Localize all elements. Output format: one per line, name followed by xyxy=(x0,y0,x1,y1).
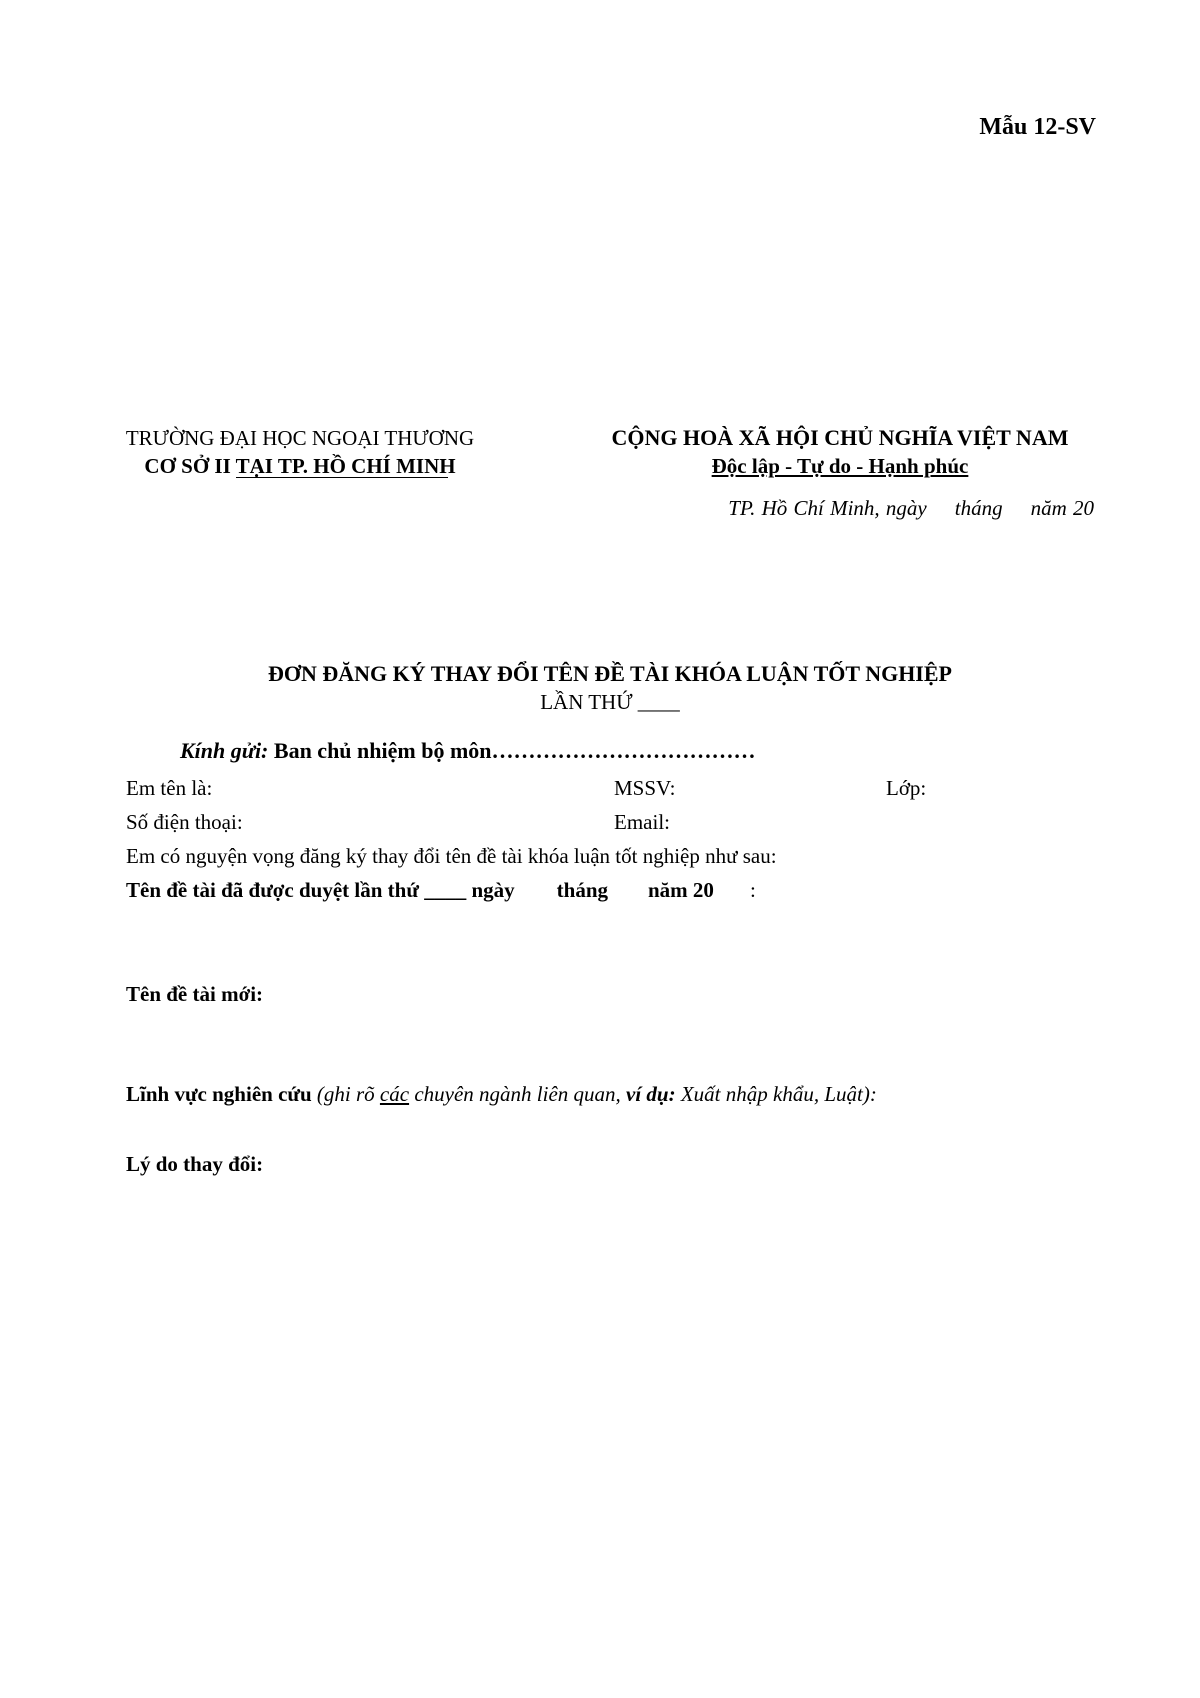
place-date-year: năm 20 xyxy=(1030,496,1094,520)
place-date-place: TP. Hồ Chí Minh, ngày xyxy=(728,496,927,520)
salutation: Kính gửi: xyxy=(180,738,269,763)
research-field-example-text: Xuất nhập khẩu, Luật): xyxy=(680,1082,877,1106)
header-left xyxy=(100,424,500,481)
approved-topic-colon: : xyxy=(749,878,756,902)
place-date-month: tháng xyxy=(954,496,1003,520)
recipient: Ban chủ nhiệm bộ môn……………………………… xyxy=(273,738,756,763)
national-motto: Độc lập - Tự do - Hạnh phúc xyxy=(711,454,969,478)
student-id-field-label: MSSV: xyxy=(614,776,676,800)
email-field-label: Email: xyxy=(614,810,670,834)
campus-name: CƠ SỞ II TẠI TP. HỒ CHÍ MINH xyxy=(144,454,456,478)
form-title xyxy=(0,660,1200,716)
nation-title: CỘNG HOÀ XÃ HỘI CHỦ NGHĨA VIỆT NAM xyxy=(611,425,1069,450)
research-field-note-open: (ghi rõ xyxy=(316,1082,375,1106)
main-title: ĐƠN ĐĂNG KÝ THAY ĐỔI TÊN ĐỀ TÀI KHÓA LUẬN TỐT NGHIỆP xyxy=(268,661,952,686)
new-topic-label: Tên đề tài mới: xyxy=(126,982,264,1006)
approved-topic-year: năm 20 xyxy=(648,878,714,902)
research-field-label: Lĩnh vực nghiên cứu xyxy=(126,1082,312,1106)
form-code: Mẫu 12-SV xyxy=(979,114,1096,140)
approved-topic-month: tháng xyxy=(556,878,608,902)
research-field-example-label: ví dụ: xyxy=(626,1082,676,1106)
approved-topic-line xyxy=(126,878,756,903)
school-name: TRƯỜNG ĐẠI HỌC NGOẠI THƯƠNG xyxy=(125,426,475,450)
reason-label: Lý do thay đổi: xyxy=(126,1152,264,1176)
class-field-label: Lớp: xyxy=(886,776,927,800)
approved-topic-label: Tên đề tài đã được duyệt lần thứ ____ ngày xyxy=(126,878,515,902)
research-field-note-rest: chuyên ngành liên quan, xyxy=(414,1082,621,1106)
research-field-note-cac: các xyxy=(379,1082,410,1106)
place-date xyxy=(728,496,1094,521)
name-field-label: Em tên là: xyxy=(126,776,213,800)
attempt-number: LẦN THỨ ____ xyxy=(540,690,680,714)
statement: Em có nguyện vọng đăng ký thay đổi tên đề tài khóa luận tốt nghiệp như sau: xyxy=(126,844,777,868)
header-right xyxy=(580,424,1100,480)
header-divider xyxy=(236,477,448,478)
phone-field-label: Số điện thoại: xyxy=(126,810,243,834)
research-field-line xyxy=(126,1082,877,1107)
addressee xyxy=(180,738,756,764)
